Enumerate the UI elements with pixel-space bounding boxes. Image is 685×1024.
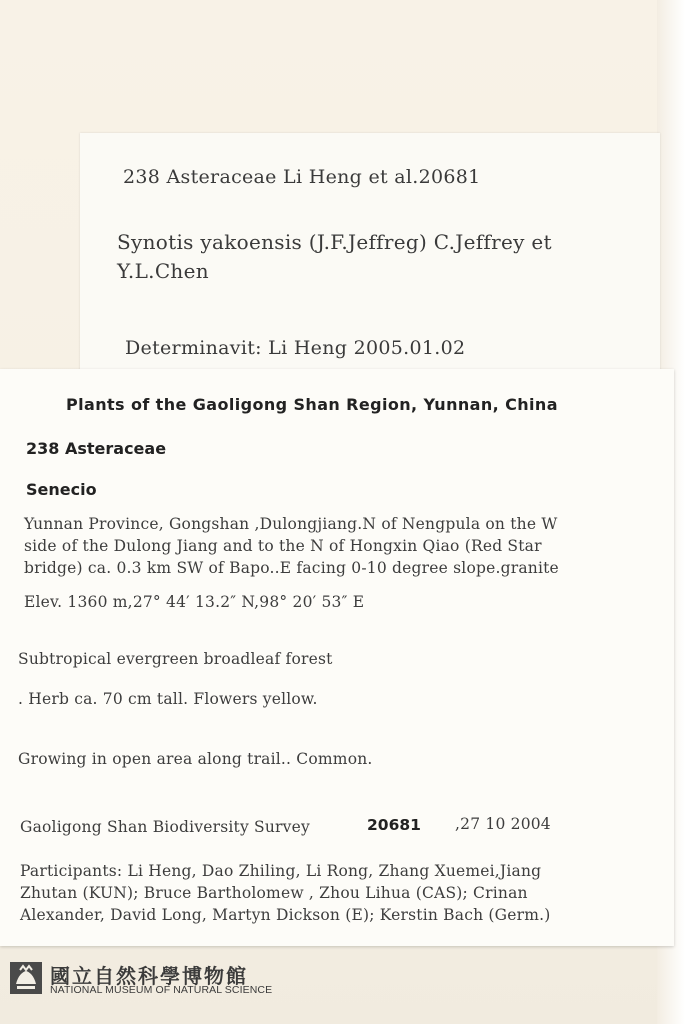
museum-logo-icon <box>10 962 42 994</box>
participants-line-3: Alexander, David Long, Martyn Dickson (E); Kerstin Bach (Germ.) <box>20 906 551 924</box>
determination-slip <box>80 133 660 383</box>
participants-line-2: Zhutan (KUN); Bruce Bartholomew , Zhou Lihua (CAS); Crinan <box>20 884 528 902</box>
determinavit-line: Determinavit: Li Heng 2005.01.02 <box>125 337 466 359</box>
museum-name-english: NATIONAL MUSEUM OF NATURAL SCIENCE <box>50 984 273 996</box>
locality-line-3: bridge) ca. 0.3 km SW of Bapo..E facing 0-10 degree slope.granite <box>24 559 559 577</box>
survey-name: Gaoligong Shan Biodiversity Survey <box>20 818 310 836</box>
elevation-coordinates: Elev. 1360 m,27° 44′ 13.2″ N,98° 20′ 53″ E <box>24 593 365 611</box>
determination-header: 238 Asteraceae Li Heng et al.20681 <box>123 166 481 188</box>
label-family: 238 Asteraceae <box>26 439 167 458</box>
collection-label <box>0 369 674 946</box>
plant-description: . Herb ca. 70 cm tall. Flowers yellow. <box>18 690 318 708</box>
abundance: Growing in open area along trail.. Common. <box>18 750 373 768</box>
determination-name-line1: Synotis yakoensis (J.F.Jeffreg) C.Jeffrey et <box>117 230 552 254</box>
collection-date: ,27 10 2004 <box>455 815 551 833</box>
label-genus: Senecio <box>26 480 97 499</box>
locality-line-1: Yunnan Province, Gongshan ,Dulongjiang.N of Nengpula on the W <box>24 515 558 533</box>
collection-number: 20681 <box>367 816 421 834</box>
label-title: Plants of the Gaoligong Shan Region, Yunnan, China <box>66 395 558 414</box>
habitat: Subtropical evergreen broadleaf forest <box>18 650 333 668</box>
locality-line-2: side of the Dulong Jiang and to the N of Hongxin Qiao (Red Star <box>24 537 542 555</box>
determination-name-line2: Y.L.Chen <box>117 259 209 283</box>
museum-name-chinese: 國立自然科學博物館 <box>50 964 248 988</box>
participants-line-1: Participants: Li Heng, Dao Zhiling, Li Rong, Zhang Xuemei,Jiang <box>20 862 542 880</box>
